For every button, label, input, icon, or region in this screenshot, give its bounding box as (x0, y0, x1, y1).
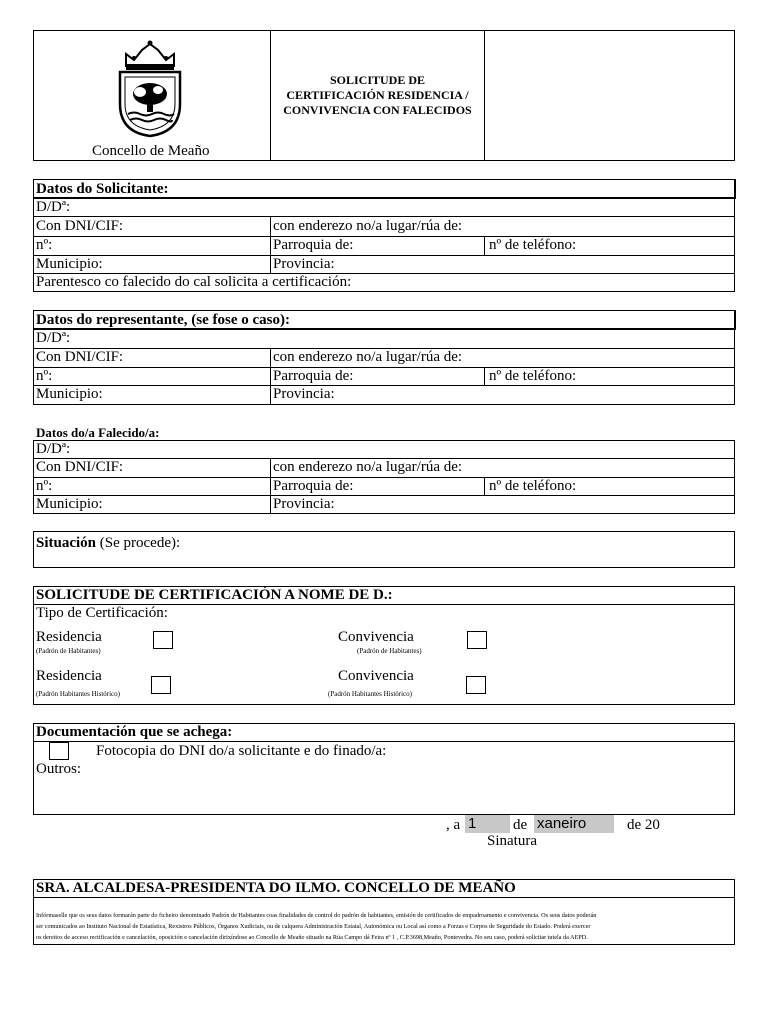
applicant-dd-label: D/Dª: (36, 199, 71, 215)
deceased-parish-label: Parroquia de: (273, 478, 354, 494)
divider (33, 897, 735, 898)
legal-line-3: os dereitos de acceso rectificación e cancelación, oposición e cancelación dirixíndose ao Concello de Meaño situado na Rúa Campo dá Feira nº 1 , C.P.3698,Meaño, Pontevedra. No seu caso, poderá solicitar tutela da AEPD. (36, 934, 588, 941)
representative-dd-label: D/Dª: (36, 330, 71, 346)
certification-heading: SOLICITUDE DE CERTIFICACIÓN A NOME DE D.: (36, 587, 393, 603)
month-field[interactable]: xaneiro (534, 815, 614, 833)
situation-label (36, 535, 180, 552)
deceased-province-label: Provincia: (273, 496, 335, 512)
form-title-line-1: SOLICITUDE DE (329, 73, 426, 87)
date-de-label: de (513, 817, 528, 833)
deceased-address-label: con enderezo no/a lugar/rúa de: (273, 459, 463, 475)
representative-province-label: Provincia: (273, 386, 335, 402)
residence-checkbox[interactable] (153, 631, 173, 649)
legal-line-2: ser comunicados ao Instituto Nacional de Estatística, Rexistros Públicos, Órganos Xudiciais, ou de calquera Administración Estatal, Autonómica ou Local así como a Forzas e Corpos de Seguridade do Estado. Poderá exercer (36, 923, 591, 930)
divider (33, 255, 735, 256)
representative-parish-label: Parroquia de: (273, 368, 354, 384)
divider (33, 495, 735, 496)
representative-phone-label: nº de teléfono: (489, 368, 577, 384)
applicant-municipality-label: Municipio: (36, 256, 103, 272)
legal-line-1: Infórmaselle que os seus datos formarán parte do ficheiro denominado Padrón de Habitantes coas finalidades de control do padrón de habitantes, emisión de certificados de empadroamento e convivencia. Os seus datos poderán (36, 912, 597, 919)
applicant-parish-label: Parroquia de: (273, 237, 354, 253)
deceased-phone-label: nº de teléfono: (489, 478, 577, 494)
divider (484, 236, 485, 255)
representative-address-label: con enderezo no/a lugar/rúa de: (273, 349, 463, 365)
divider (33, 741, 735, 742)
form-title-line-3: CONVIVENCIA CON FALECIDOS (283, 103, 472, 117)
municipality-name: Concello de Meaño (92, 143, 210, 159)
divider (484, 367, 485, 385)
deceased-dni-label: Con DNI/CIF: (36, 459, 124, 475)
divider (270, 458, 271, 514)
year-prefix: de 20 (627, 817, 660, 833)
option-residence-label: Residencia (36, 629, 102, 645)
applicant-relationship-label: Parentesco co falecido do cal solicita a certificación: (36, 274, 352, 290)
header-divider-2 (484, 30, 485, 161)
option-cohabitation-sub: (Padrón de Habitantes) (357, 647, 422, 655)
applicant-heading: Datos do Solicitante: (36, 181, 169, 197)
dni-copy-checkbox[interactable] (49, 742, 69, 760)
deceased-dd-label: D/Dª: (36, 441, 71, 457)
cohabitation-checkbox[interactable] (467, 631, 487, 649)
signature-label: Sinatura (487, 833, 537, 849)
representative-municipality-label: Municipio: (36, 386, 103, 402)
residence-historic-checkbox[interactable] (151, 676, 171, 694)
deceased-municipality-label: Municipio: (36, 496, 103, 512)
divider (484, 477, 485, 495)
certification-type-label: Tipo de Certificación: (36, 605, 168, 621)
representative-num-label: nº: (36, 368, 53, 384)
divider (270, 217, 271, 273)
situation-note: (Se procede): (99, 535, 181, 551)
option-residence-sub: (Padrón de Habitantes) (36, 647, 101, 655)
dni-copy-label: Fotocopia do DNI do/a solicitante e do finado/a: (96, 743, 387, 759)
applicant-phone-label: nº de teléfono: (489, 237, 577, 253)
representative-heading: Datos do representante, (se fose o caso): (36, 312, 290, 328)
day-field[interactable]: 1 (465, 815, 510, 833)
cohabitation-historic-checkbox[interactable] (466, 676, 486, 694)
deceased-heading: Datos do/a Falecido/a: (36, 425, 160, 440)
applicant-address-label: con enderezo no/a lugar/rúa de: (273, 218, 463, 234)
applicant-dni-label: Con DNI/CIF: (36, 218, 124, 234)
applicant-province-label: Provincia: (273, 256, 335, 272)
form-title (271, 73, 484, 118)
documentation-heading: Documentación que se achega: (36, 724, 233, 740)
divider (33, 477, 735, 478)
divider (270, 348, 271, 405)
option-cohabitation-historic-label: Convivencia (338, 668, 414, 684)
others-label[interactable]: Outros: (36, 761, 81, 777)
divider (33, 216, 735, 217)
divider (33, 385, 735, 386)
deceased-num-label: nº: (36, 478, 53, 494)
divider (33, 367, 735, 368)
option-residence-historic-sub: (Padrón Habitantes Histórico) (36, 690, 120, 698)
situation-label-bold: Situación (36, 535, 97, 551)
representative-dni-label: Con DNI/CIF: (36, 349, 124, 365)
option-cohabitation-historic-sub: (Padrón Habitantes Histórico) (328, 690, 412, 698)
applicant-num-label: nº: (36, 237, 53, 253)
divider (33, 236, 735, 237)
place-comma-a: , a (446, 817, 461, 833)
addressee: SRA. ALCALDESA-PRESIDENTA DO ILMO. CONCELLO DE MEAÑO (36, 880, 516, 896)
option-cohabitation-label: Convivencia (338, 629, 414, 645)
coat-of-arms-icon (112, 40, 188, 138)
option-residence-historic-label: Residencia (36, 668, 102, 684)
form-title-line-2: CERTIFICACIÓN RESIDENCIA / (286, 88, 469, 102)
